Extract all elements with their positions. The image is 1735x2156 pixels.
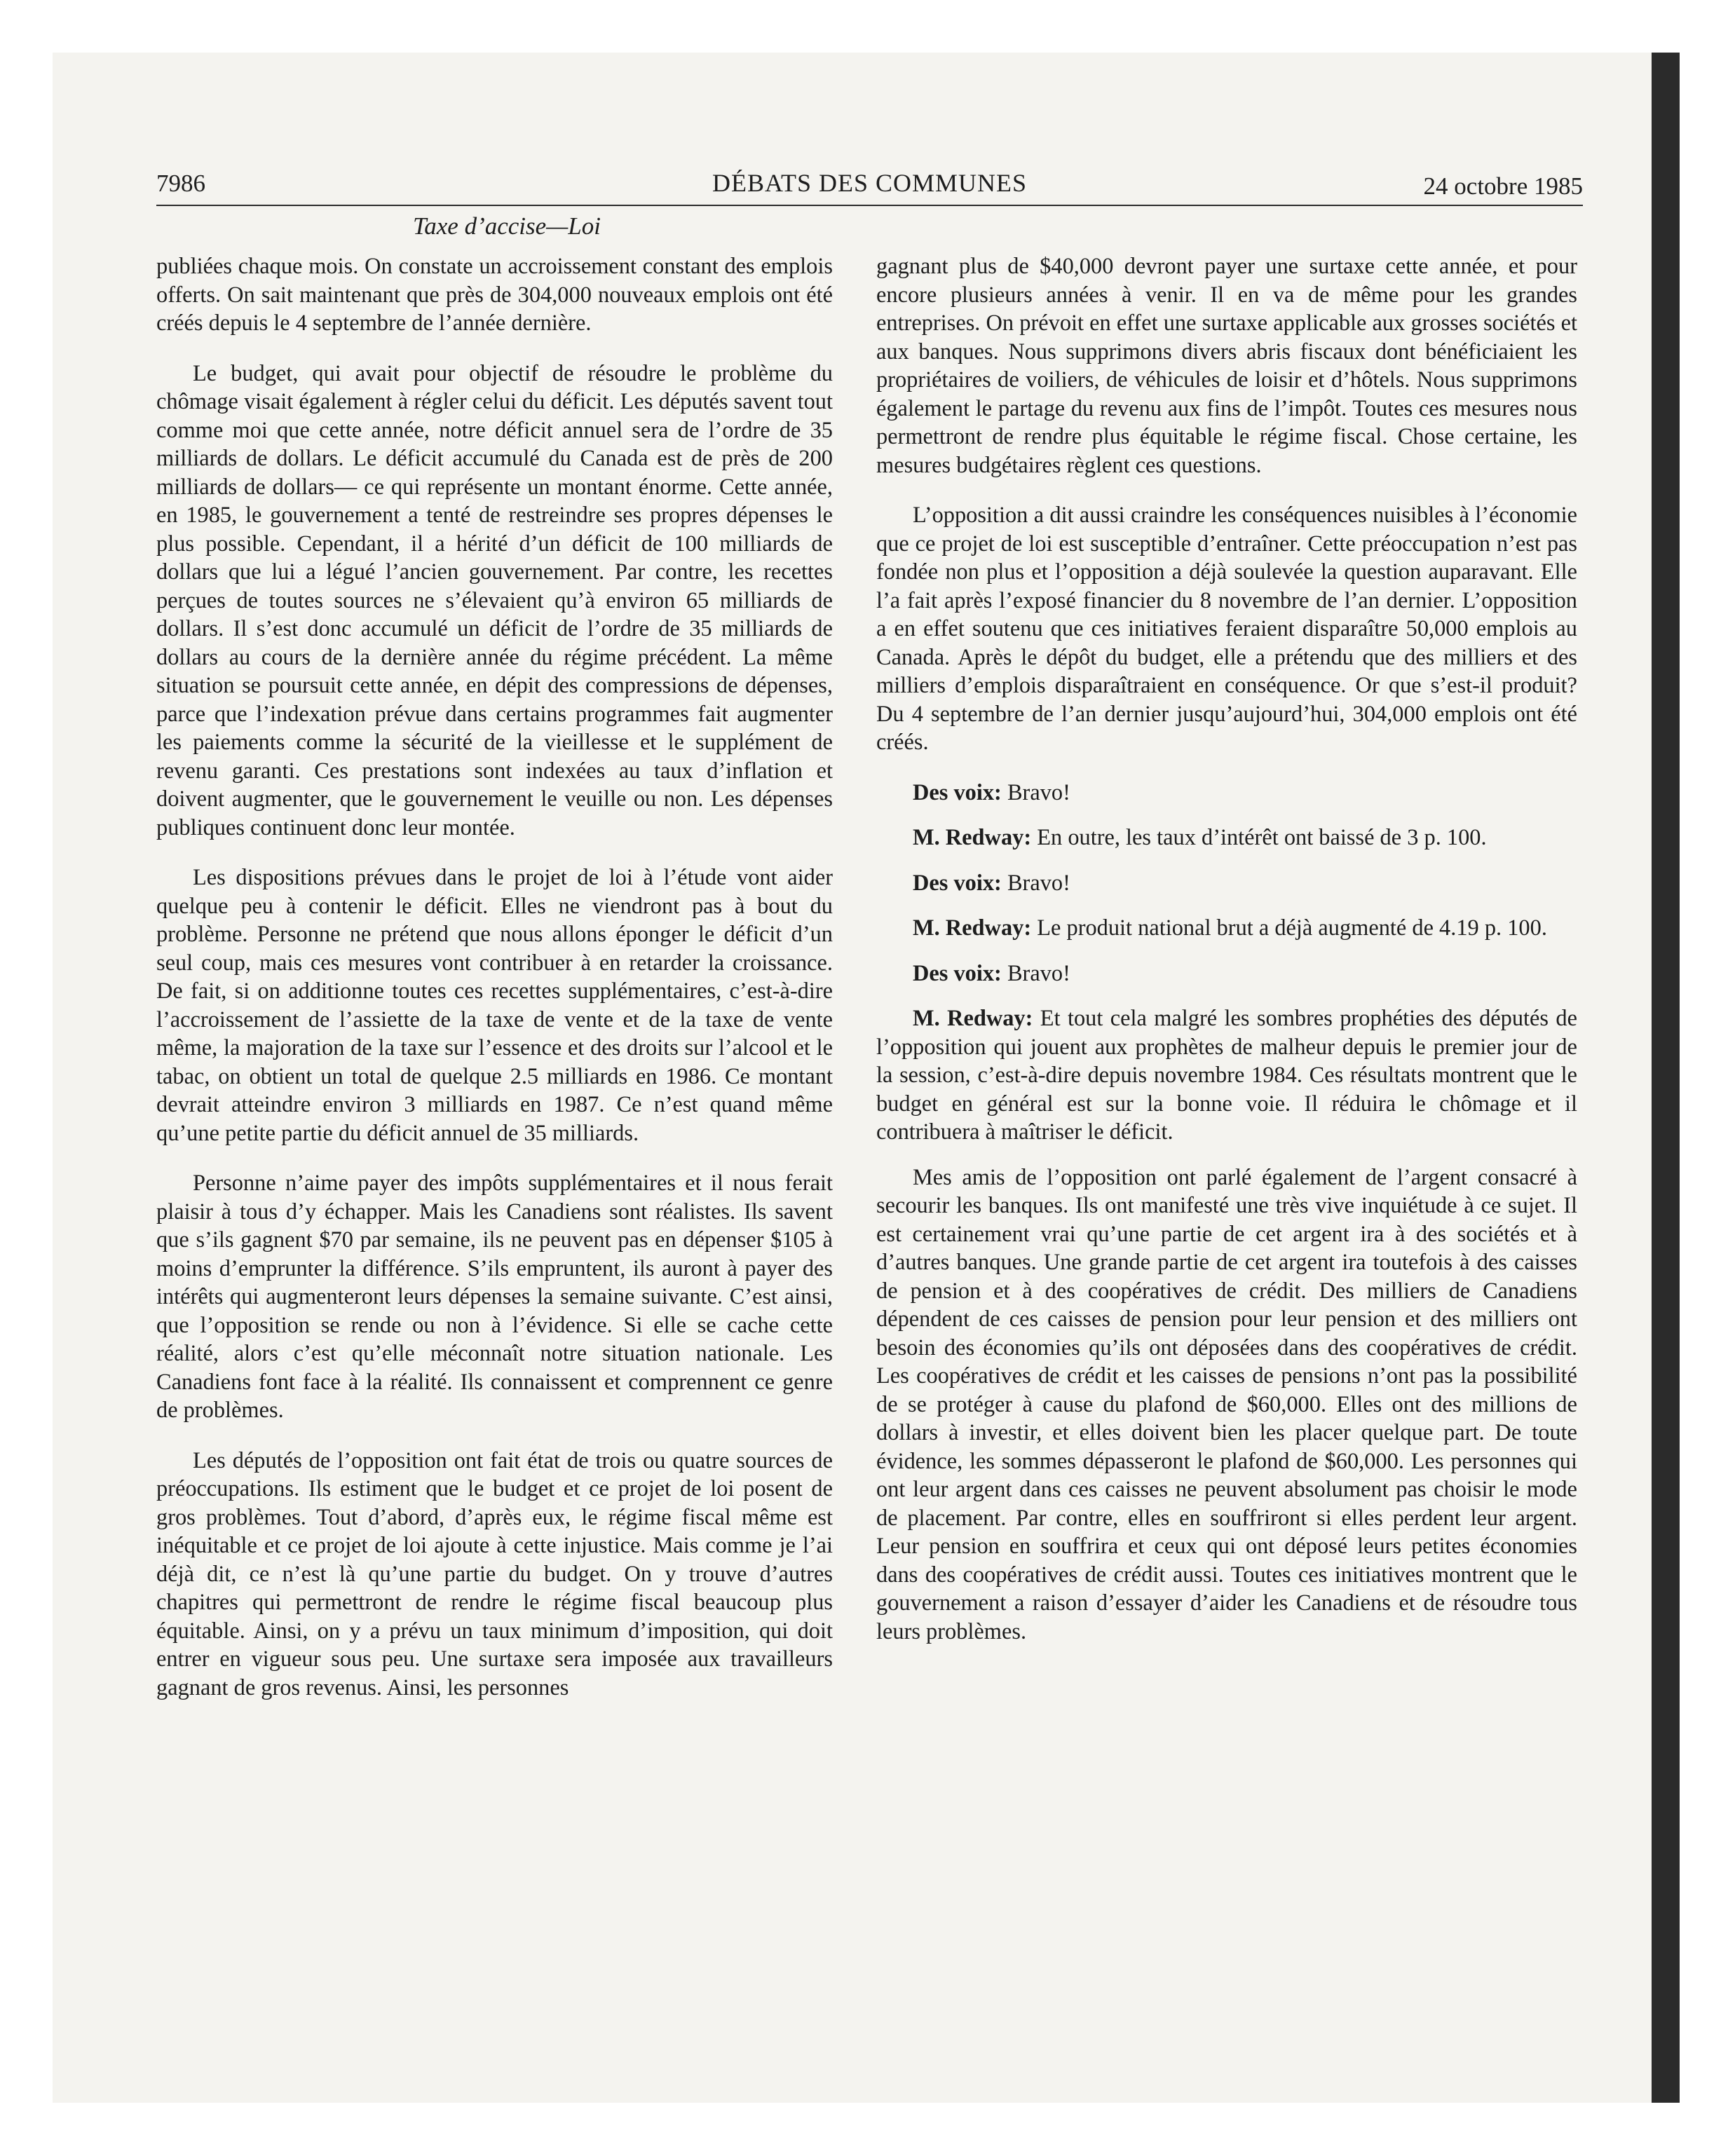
speech [876,960,1577,988]
paragraph: Mes amis de l’opposition ont parlé également de l’argent consacré à secourir les banques. Ils ont manifesté une très vive inquiétude à ce sujet. Il est certainement vrai qu’une partie de cet argent ira à des sociétés et à d’autres banques. Une grande partie de cet argent ira toutefois à des caisses de pension et à des coopératives de crédit. Des milliers de Canadiens dépendent de ces caisses de pension pour leur pension et des milliers ont besoin des économies qu’ils ont déposées dans des coopératives de crédit. Les coopératives de crédit et les caisses de pensions n’ont pas la possibilité de se protéger à cause du plafond de $60,000. Elles ont des millions de dollars à investir, et elles doivent bien les placer quelque part. De toute évidence, les sommes dépasseront le plafond de $60,000. Les personnes qui ont leur argent dans ces caisses ne peuvent absolument pas choisir le mode de placement. Par contre, elles en souffriront si elles perdent leur argent. Leur pension en souffrira et ceux qui ont déposé leurs petites économies dans des coopératives de crédit aussi. Toutes ces initiatives montrent que le gouvernement a raison d’essayer d’aider les Canadiens et de résoudre tous leurs problèmes. [876,1164,1577,1644]
section-title: Taxe d’accise—Loi [413,212,601,240]
speech-text: Le produit national brut a déjà augmenté de 4.19 p. 100. [1037,915,1547,941]
paragraph: L’opposition a dit aussi craindre les conséquences nuisibles à l’économie que ce projet de loi est susceptible d’entraîner. Cette préoccupation n’est pas fondée non plus et l’opposition a déjà soulevée la question auparavant. Elle l’a fait après l’exposé financier du 8 novembre de l’an dernier. L’opposition a en effet soutenu que ces initiatives feraient disparaître 50,000 emplois au Canada. Après le dépôt du budget, elle a prétendu que des milliers et des milliers d’emplois disparaîtraient en conséquence. Or que s’est-il produit? Du 4 septembre de l’an dernier jusqu’aujourd’hui, 304,000 emplois ont été créés. [876,503,1577,755]
speaker-name: M. Redway: [913,1006,1033,1031]
paragraph: Les députés de l’opposition ont fait état de trois ou quatre sources de préoccupations. Ils estiment que le budget et ce projet de loi posent de gros problèmes. Tout d’abord, d’après eux, le régime fiscal même est inéquitable et ce projet de loi ajoute à cette injustice. Mais comme je l’ai déjà dit, ce n’est là qu’une partie du budget. On y trouve d’autres chapitres qui permettront de rendre le régime fiscal beaucoup plus équitable. Ainsi, on y a prévu un taux minimum d’imposition, qui doit entrer en vigueur sous peu. Une surtaxe sera imposée aux travailleurs gagnant de gros revenus. Ainsi, les personnes [156,1447,833,1700]
speech-text: Et tout cela malgré les sombres prophéties des députés de l’opposition qui jouent aux prophètes de malheur depuis le premier jour de la session, c’est-à-dire depuis novembre 1984. Ces résultats montrent que le budget en général est sur la bonne voie. Il réduira le chômage et il contribuera à maîtriser le déficit. [876,1006,1577,1145]
paragraph: Les dispositions prévues dans le projet de loi à l’étude vont aider quelque peu à contenir le déficit. Elles ne viendront pas à bout du problème. Personne ne prétend que nous allons éponger le déficit d’un seul coup, mais ces mesures vont contribuer à en retarder la croissance. De fait, si on additionne toutes ces recettes supplémentaires, c’est-à-dire l’accroissement de l’assiette de la taxe de vente et de la taxe de vente même, la majoration de la taxe sur l’essence et des droits sur l’alcool et le tabac, on obtient un total de quelque 2.5 milliards en 1986. Ce montant devrait atteindre environ 3 milliards en 1987. Ce n’est quand même qu’une petite partie du déficit annuel de 35 milliards. [156,865,833,1146]
journal-title: DÉBATS DES COMMUNES [712,169,1028,197]
speech [876,914,1577,943]
page-content [156,161,1583,1700]
paragraph: gagnant plus de $40,000 devront payer une surtaxe cette année, et pour encore plusieurs années à venir. Il en va de même pour les grandes entreprises. On prévoit en effet une surtaxe applicable aux grosses sociétés et aux banques. Nous supprimons divers abris fiscaux dont bénéficiaient les propriétaires de voiliers, de véhicules de loisir et d’hôtels. Nous supprimons également le partage du revenu aux fins de l’impôt. Toutes ces mesures nous permettront de rendre plus équitable le régime fiscal. Chose certaine, les mesures budgétaires règlent ces questions. [876,254,1577,478]
speaker-name: M. Redway: [913,915,1032,941]
speech [876,824,1577,852]
paragraph: Le budget, qui avait pour objectif de résoudre le problème du chômage visait également à régler celui du déficit. Les députés savent tout comme moi que cette année, notre déficit annuel sera de l’ordre de 35 milliards de dollars. Le déficit accumulé du Canada est de près de 200 milliards de dollars— ce qui représente un montant énorme. Cette année, en 1985, le gouvernement a tenté de restreindre ses propres dépenses le plus possible. Cependant, il a hérité d’un déficit de 100 milliards de dollars que lui a légué l’ancien gouvernement. Par contre, les recettes perçues de toutes sources ne s’élevaient qu’à environ 65 milliards de dollars. Il s’est donc accumulé un déficit de l’ordre de 35 milliards de dollars au cours de la dernière année du régime précédent. La même situation se poursuit cette année, en dépit des compressions de dépenses, parce que l’indexation prévue dans certains programmes fait augmenter les paiements comme la sécurité de la vieillesse et le supplément de revenu garanti. Ces prestations sont indexées au taux d’inflation et doivent augmenter, que le gouvernement le veuille ou non. Les dépenses publiques continuent donc leur montée. [156,360,833,840]
speech-text: En outre, les taux d’intérêt ont baissé de 3 p. 100. [1037,825,1487,850]
paragraph: publiées chaque mois. On constate un accroissement constant des emplois offerts. On sait maintenant que près de 304,000 nouveaux emplois ont été créés depuis le 4 septembre de l’année dernière. [156,254,833,336]
page-number: 7986 [156,170,205,197]
publication-date: 24 octobre 1985 [1423,172,1583,200]
speech-text: Bravo! [1007,870,1070,896]
speaker-name: Des voix: [913,779,1002,805]
speech [876,869,1577,898]
speaker-name: M. Redway: [913,825,1032,850]
speech-text: Bravo! [1007,779,1070,805]
speaker-name: Des voix: [913,960,1002,986]
scan-edge-shadow [1652,53,1680,2103]
page-header [156,161,1583,206]
left-column [156,252,833,1724]
speech [876,1004,1577,1147]
speech-text: Bravo! [1007,960,1070,986]
paragraph: Personne n’aime payer des impôts supplémentaires et il nous ferait plaisir à tous d’y échapper. Mais les Canadiens sont réalistes. Ils savent que s’ils gagnent $70 par semaine, ils ne peuvent pas en dépenser $105 à moins d’emprunter la différence. S’ils empruntent, ils auront à payer des intérêts qui augmenteront leurs dépenses la semaine suivante. C’est ainsi, que l’opposition se rende ou non à l’évidence. Si elle se cache cette réalité, alors c’est qu’elle méconnaît notre situation nationale. Les Canadiens font face à la réalité. Ils connaissent et comprennent ce genre de problèmes. [156,1171,833,1423]
speech [876,779,1577,807]
right-column [876,252,1577,1667]
speaker-name: Des voix: [913,870,1002,896]
